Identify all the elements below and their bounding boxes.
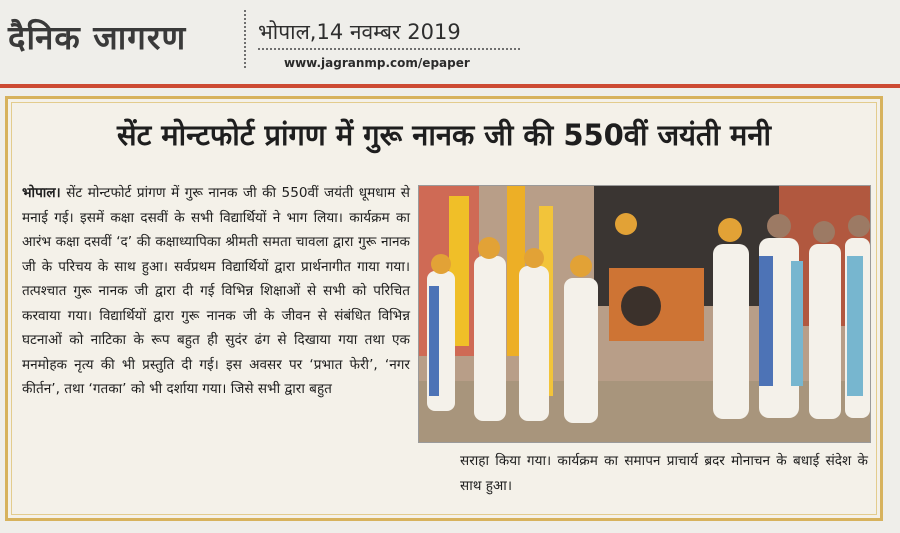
newspaper-logo: दैनिक जागरण (8, 18, 187, 57)
article-clipping (5, 96, 883, 521)
masthead-divider (244, 10, 246, 68)
masthead-red-rule (0, 84, 900, 88)
newspaper-masthead (0, 0, 900, 78)
article-headline: सेंट मोन्टफोर्ट प्रांगण में गुरू नानक जी की 550वीं जयंती मनी (116, 118, 772, 152)
article-dateline: भोपाल। (22, 185, 61, 201)
article-continuation: सराहा किया गया। कार्यक्रम का समापन प्राचार्य ब्रदर मोनाचन के बधाई संदेश के साथ हुआ। (460, 453, 868, 494)
edition-dateline: भोपाल,14 नवम्बर 2019 (258, 20, 461, 44)
epaper-url: www.jagranmp.com/epaper (284, 56, 470, 70)
dotted-rule (258, 48, 520, 50)
article-body-text: सेंट मोन्टफोर्ट प्रांगण में गुरू नानक जी की 550वीं जयंती धूमधाम से मनाई गई। इसमें कक्षा दसवीं के सभी विद्यार्थियों ने भाग लिया। कार्यक्रम का आरंभ कक्षा दसवीं ‘द’ की कक्षाध्यापिका श्रीमती समता चावला द्वारा गुरू नानक जी के परिचय के साथ हुआ। सर्वप्रथम विद्यार्थियों द्वारा प्रार्थनागीत गाया गया। तत्पश्चात गुरू नानक जी द्वारा दी गई विभिन्न शिक्षाओं से सभी को परिचित करवाया गया। विद्यार्थियों द्वारा गुरू नानक जी के जीवन से संबंधित विभिन्न घटनाओं को नाटिका के रूप बहुत ही सुदंर ढंग से दिखाया गया तथा एक मनमोहक नृत्य की भी प्रस्तुति दी गई। इस अवसर पर ‘प्रभात फेरी’, ‘नगर कीर्तन’, तथा ‘गतका’ को भी दर्शाया गया। जिसे सभी द्वारा बहुत (22, 185, 410, 397)
article-body (22, 181, 410, 402)
event-photo (418, 185, 871, 443)
